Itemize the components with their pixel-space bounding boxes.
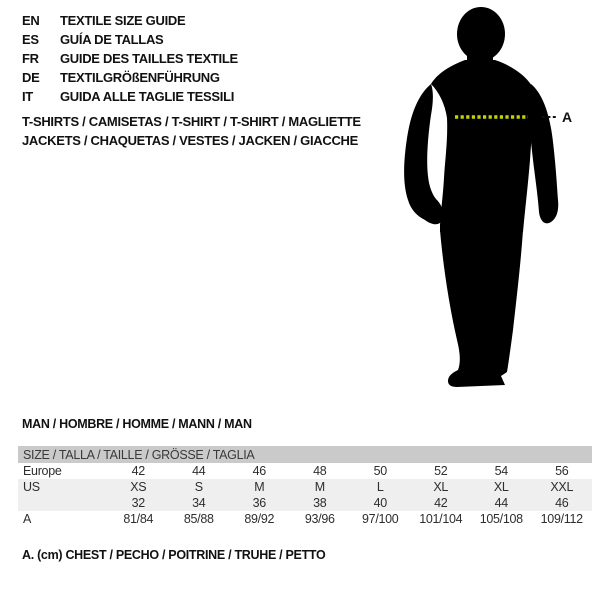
size-cell: 46 <box>252 464 266 478</box>
size-cell: 42 <box>131 464 145 478</box>
size-cell: 93/96 <box>304 512 335 526</box>
size-cell: M <box>254 480 265 494</box>
table-row-chest-a <box>18 511 592 527</box>
language-title: GUIDE DES TAILLES TEXTILE <box>60 51 238 66</box>
row-label: A <box>23 512 32 526</box>
language-row-de <box>22 68 238 87</box>
size-cell: 81/84 <box>123 512 154 526</box>
language-row-it <box>22 87 238 106</box>
garment-categories <box>22 112 361 150</box>
size-cell: XS <box>130 480 147 494</box>
size-cell: 34 <box>192 496 206 510</box>
table-row-us-numeric <box>18 495 592 511</box>
category-jackets: JACKETS / CHAQUETAS / VESTES / JACKEN / GIACCHE <box>22 133 358 148</box>
size-cell: 44 <box>192 464 206 478</box>
size-cell: XL <box>493 480 509 494</box>
language-title: TEXTILGRÖßENFÜHRUNG <box>60 70 220 85</box>
table-row-us-letter <box>18 479 592 495</box>
language-code: IT <box>22 89 33 104</box>
silhouette-shape <box>404 7 558 387</box>
language-code: FR <box>22 51 39 66</box>
measure-label-a: A <box>562 109 573 125</box>
language-row-es <box>22 30 238 49</box>
language-title: GUÍA DE TALLAS <box>60 32 164 47</box>
row-label: Europe <box>23 464 62 478</box>
size-cell: 56 <box>555 464 569 478</box>
size-cell: 109/112 <box>540 512 583 526</box>
size-cell: 32 <box>131 496 145 510</box>
language-row-fr <box>22 49 238 68</box>
size-cell: 105/108 <box>479 512 523 526</box>
language-code: DE <box>22 70 40 85</box>
language-code: ES <box>22 32 39 47</box>
size-cell: L <box>376 480 384 494</box>
size-cell: 48 <box>313 464 327 478</box>
size-cell: M <box>314 480 325 494</box>
size-cell: XXL <box>550 480 574 494</box>
size-cell: 89/92 <box>244 512 275 526</box>
size-cell: 42 <box>434 496 448 510</box>
size-cell: 38 <box>313 496 327 510</box>
size-table-header: SIZE / TALLA / TAILLE / GRÖSSE / TAGLIA <box>18 446 592 463</box>
size-cell: 40 <box>373 496 387 510</box>
language-title: GUIDA ALLE TAGLIE TESSILI <box>60 89 235 104</box>
language-title: TEXTILE SIZE GUIDE <box>60 13 186 28</box>
size-cell: XL <box>433 480 449 494</box>
measurement-footnote: A. (cm) CHEST / PECHO / POITRINE / TRUHE / PETTO <box>22 548 326 562</box>
size-cell: 50 <box>373 464 387 478</box>
size-cell: 54 <box>494 464 508 478</box>
size-cell: 97/100 <box>362 512 399 526</box>
size-cell: 85/88 <box>183 512 214 526</box>
language-list <box>22 11 238 106</box>
size-cell: 52 <box>434 464 448 478</box>
size-cell: S <box>194 480 203 494</box>
size-cell: 36 <box>252 496 266 510</box>
section-title-man: MAN / HOMBRE / HOMME / MANN / MAN <box>22 417 252 431</box>
size-cell: 101/104 <box>419 512 463 526</box>
table-row-europe <box>18 463 592 479</box>
row-label: US <box>23 480 40 494</box>
size-cell: 46 <box>555 496 569 510</box>
man-silhouette <box>395 0 600 410</box>
category-tshirts: T-SHIRTS / CAMISETAS / T-SHIRT / T-SHIRT / MAGLIETTE <box>22 114 361 129</box>
language-row-en <box>22 11 238 30</box>
size-table <box>18 446 592 527</box>
size-cell: 44 <box>494 496 508 510</box>
language-code: EN <box>22 13 40 28</box>
